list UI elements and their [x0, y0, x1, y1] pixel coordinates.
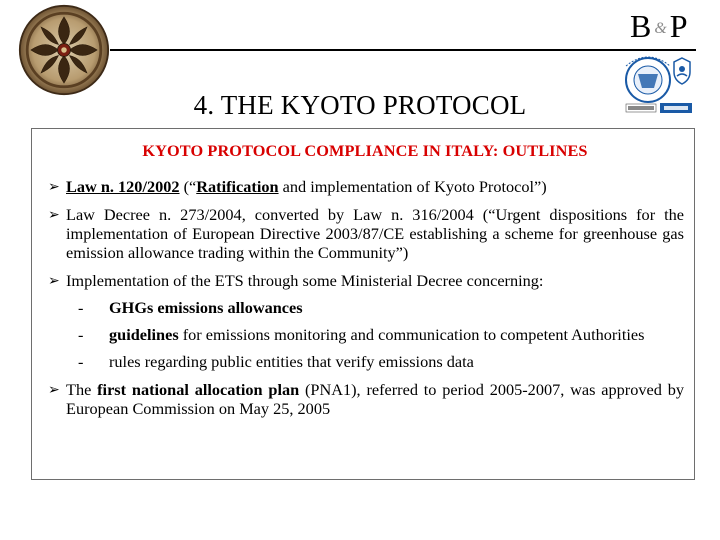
box-heading: KYOTO PROTOCOL COMPLIANCE IN ITALY: OUTLINES: [142, 141, 588, 160]
header-rule: [110, 49, 696, 51]
arrow-bullet-icon: ➢: [48, 180, 60, 195]
bullet-list: [46, 177, 684, 418]
sub-item-rules: [66, 352, 684, 371]
bullet-text: and implementation of Kyoto Protocol”): [278, 177, 547, 196]
arrow-bullet-icon: ➢: [48, 208, 60, 223]
sub-item-text: for emissions monitoring and communication to competent Authorities: [178, 325, 645, 344]
law-reference: Law n. 120/2002: [66, 177, 180, 196]
bullet-item-decree: [46, 205, 684, 262]
dash-bullet: -: [78, 352, 84, 371]
content-box: [31, 128, 695, 480]
dash-bullet: -: [78, 298, 84, 317]
allocation-plan-term: first national allocation plan: [97, 380, 300, 399]
arrow-bullet-icon: ➢: [48, 274, 60, 289]
arrow-bullet-icon: ➢: [48, 383, 60, 398]
logo-letter-p: P: [669, 7, 689, 44]
bullet-text: (“: [179, 177, 197, 196]
bullet-item-allocation-plan: [46, 380, 684, 418]
sub-list: [66, 298, 684, 371]
sub-item-text: rules regarding public entities that verify emissions data: [109, 352, 474, 371]
logo-ampersand: &: [654, 20, 668, 37]
sub-item-allowances: [66, 298, 684, 317]
rosette-emblem-icon: [18, 4, 110, 96]
dash-bullet: -: [78, 325, 84, 344]
sub-item-text: GHGs emissions allowances: [109, 298, 303, 317]
sub-item-bold: guidelines: [109, 325, 179, 344]
company-logo: [630, 8, 689, 44]
bullet-item-law: [46, 177, 684, 196]
bullet-item-ets: [46, 271, 684, 371]
bullet-text: Implementation of the ETS through some Ministerial Decree concerning:: [66, 271, 544, 290]
bullet-text: Law Decree n. 273/2004, converted by Law n. 316/2004 (“Urgent dispositions for the implementation of European Directive 2003/87/CE establishing a scheme for greenhouse gas emission allowance trading within the Community”): [66, 205, 684, 262]
bullet-text: (PNA1), referred to period 2005-2007, was approved by European Commission on May 25, 2005: [66, 380, 684, 418]
bullet-text: The: [66, 380, 98, 399]
ratification-term: Ratification: [196, 177, 279, 196]
sub-item-guidelines: [66, 325, 684, 344]
logo-letter-b: B: [630, 7, 653, 44]
slide-title: 4. THE KYOTO PROTOCOL: [193, 90, 527, 120]
